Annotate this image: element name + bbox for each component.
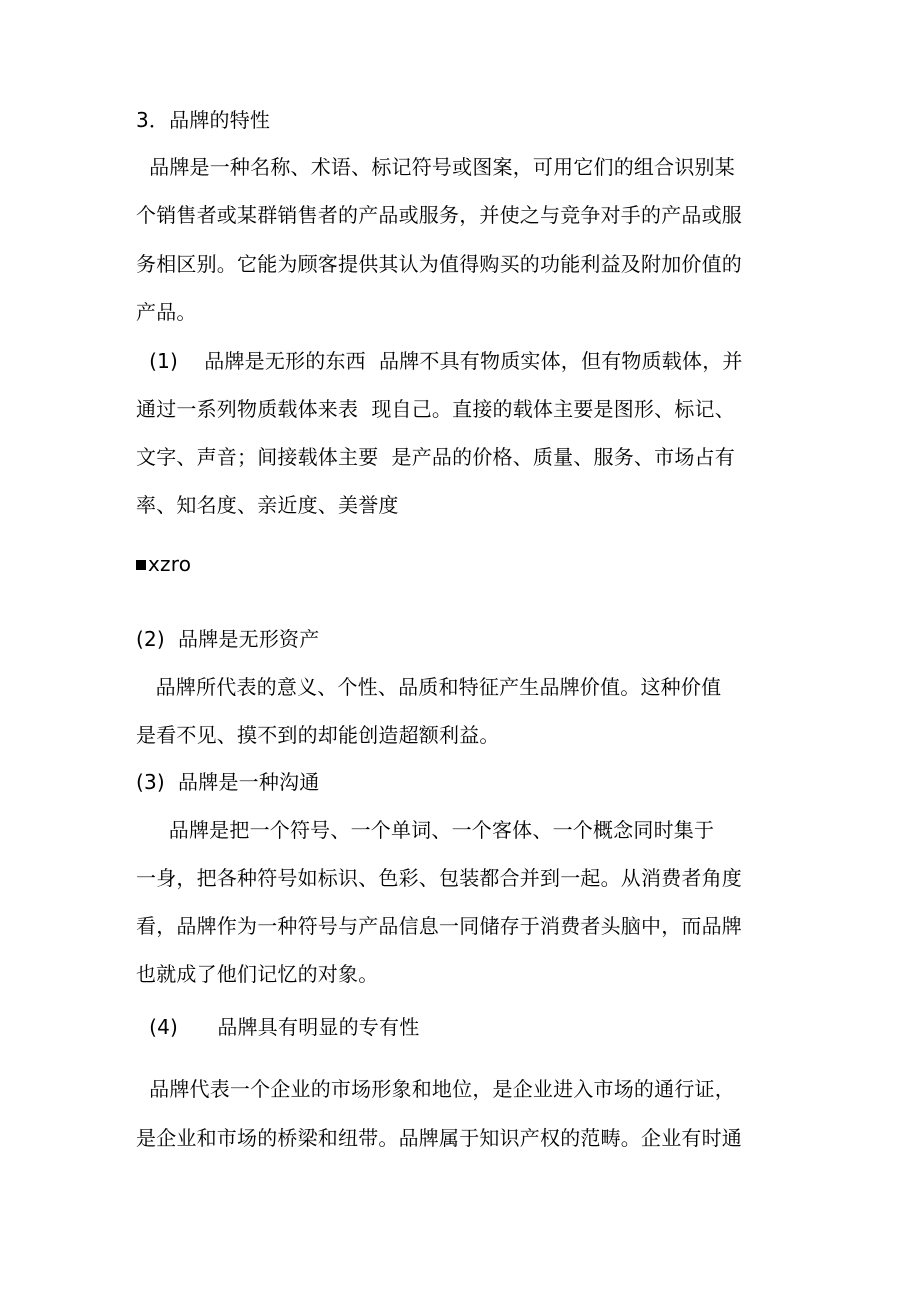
stray-text-line bbox=[136, 550, 796, 578]
stray-text: xzro bbox=[148, 552, 192, 576]
item3-line-2: 一身，把各种符号如标识、色彩、包装都合并到一起。从消费者角度 bbox=[136, 866, 742, 890]
item3-line-1: 品牌是把一个符号、一个单词、一个客体、一个概念同时集于 bbox=[136, 818, 715, 842]
item3-title: (3) 品牌是一种沟通 bbox=[136, 770, 320, 794]
intro-line-4: 产品。 bbox=[136, 300, 197, 324]
item2-line-2: 是看不见、摸不到的却能创造超额利益。 bbox=[136, 723, 500, 747]
item3-line-4: 也就成了他们记忆的对象。 bbox=[136, 962, 379, 986]
intro-line-3: 务相区别。它能为顾客提供其认为值得购买的功能利益及附加价值的 bbox=[136, 252, 742, 276]
item2-line-1: 品牌所代表的意义、个性、品质和特征产生品牌价值。这种价值 bbox=[136, 675, 722, 699]
item4-title: (4) 品牌具有明显的专有性 bbox=[136, 1015, 420, 1039]
item2-title: (2) 品牌是无形资产 bbox=[136, 627, 320, 651]
item1-line-4: 率、知名度、亲近度、美誉度 bbox=[136, 493, 399, 517]
intro-line-2: 个销售者或某群销售者的产品或服务，并使之与竞争对手的产品或服 bbox=[136, 203, 742, 227]
section-heading: 3．品牌的特性 bbox=[136, 108, 271, 132]
item1-line-1: (1) 品牌是无形的东西 品牌不具有物质实体，但有物质载体，并 bbox=[136, 349, 743, 373]
square-bullet-icon bbox=[136, 560, 146, 570]
item3-line-3: 看，品牌作为一种符号与产品信息一同储存于消费者头脑中，而品牌 bbox=[136, 914, 742, 938]
item4-line-1: 品牌代表一个企业的市场形象和地位，是企业进入市场的通行证， bbox=[136, 1077, 735, 1101]
item1-line-2: 通过一系列物质载体来表 现自己。直接的载体主要是图形、标记、 bbox=[136, 397, 735, 421]
item1-line-3: 文字、声音；间接载体主要 是产品的价格、质量、服务、市场占有 bbox=[136, 445, 735, 469]
intro-line-1: 品牌是一种名称、术语、标记符号或图案，可用它们的组合识别某 bbox=[136, 155, 735, 179]
item4-line-2: 是企业和市场的桥梁和纽带。品牌属于知识产权的范畴。企业有时通 bbox=[136, 1126, 742, 1150]
